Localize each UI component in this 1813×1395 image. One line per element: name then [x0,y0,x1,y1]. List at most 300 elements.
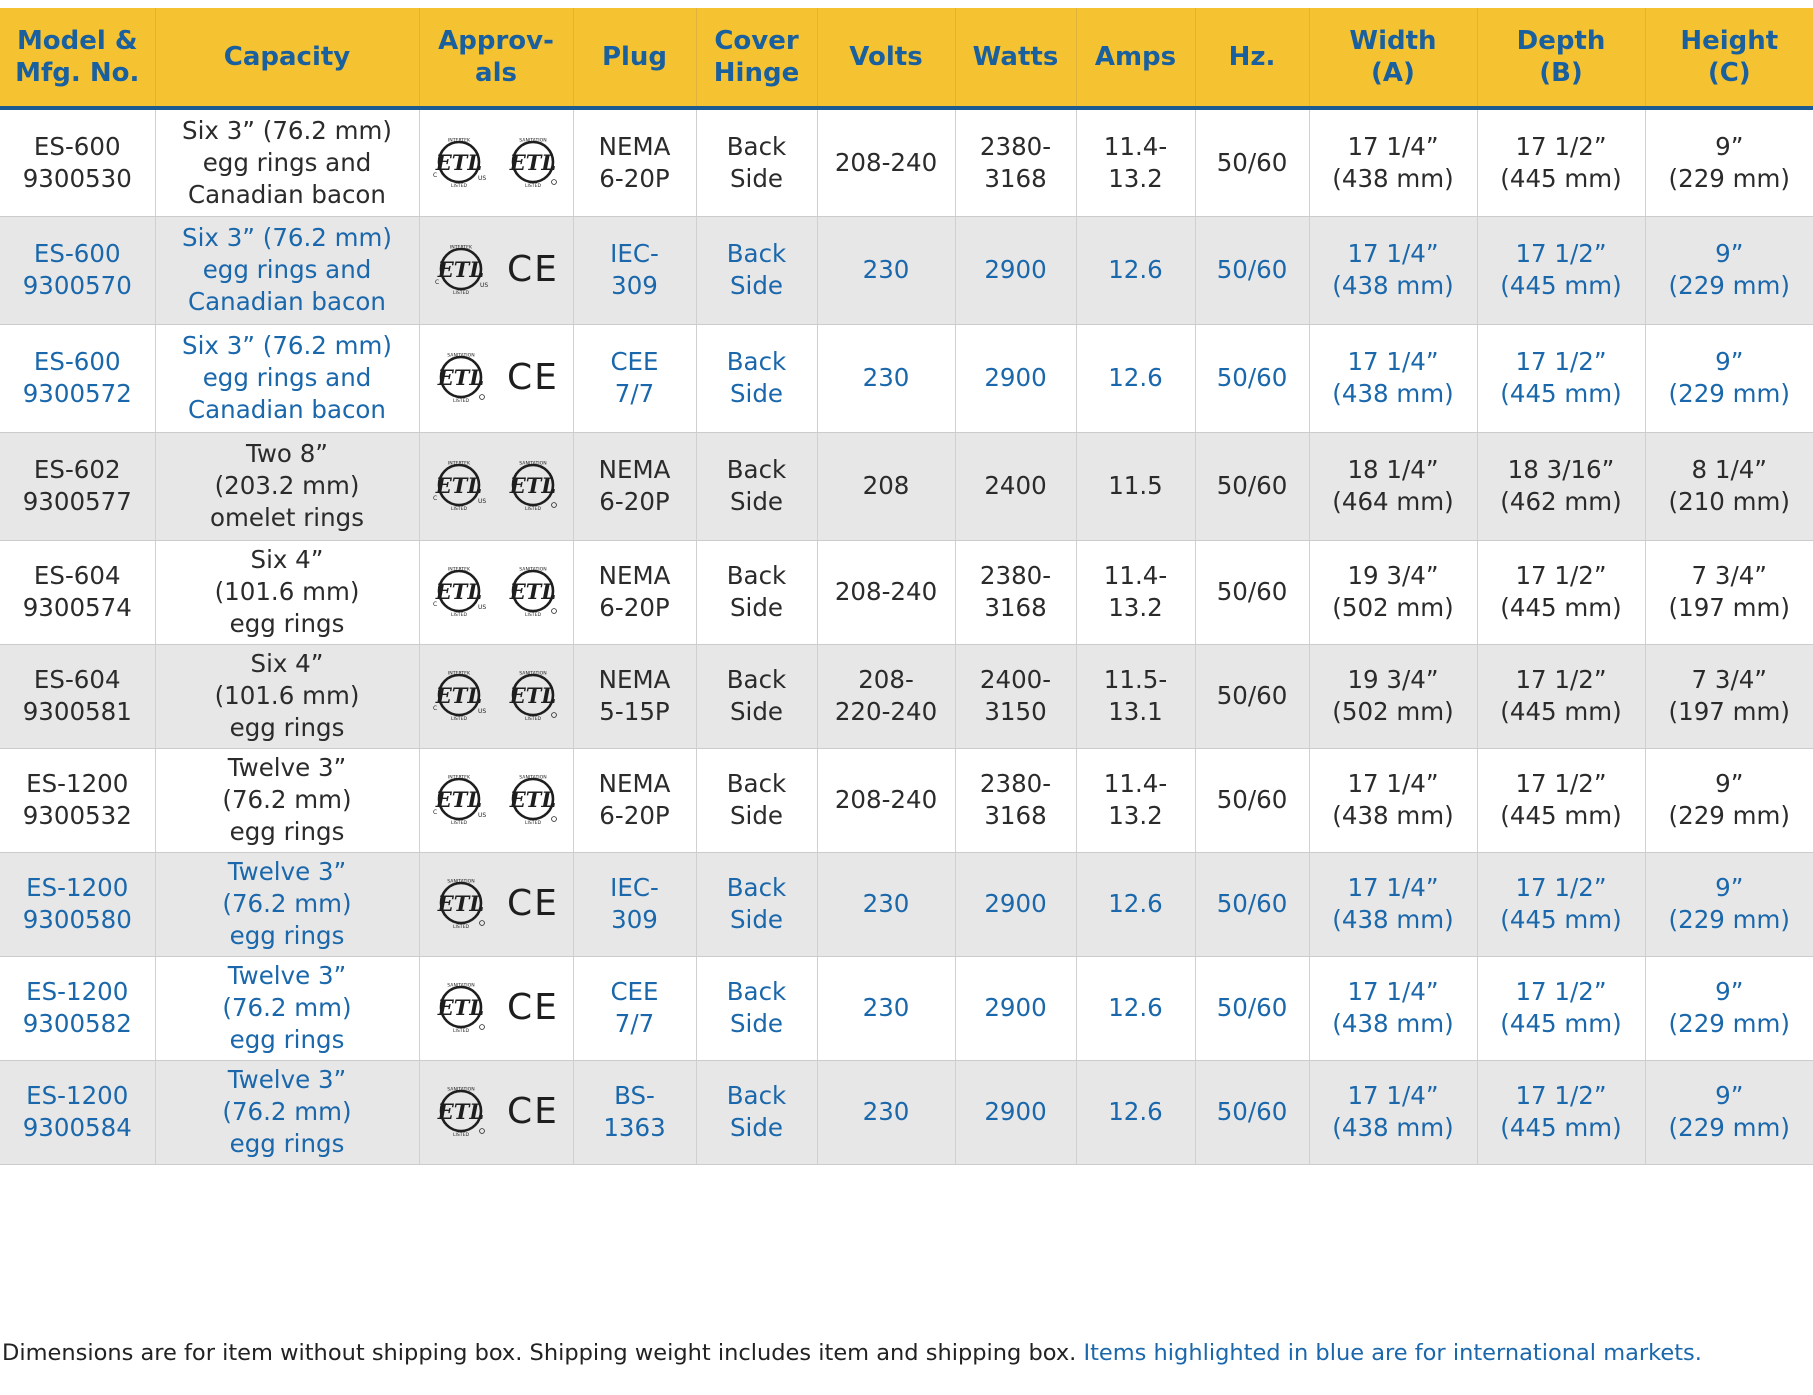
cell-line: 17 1/4” [1347,873,1439,902]
watts-cell [955,956,1076,1060]
cell-line: Six 3” (76.2 mm) [182,331,392,360]
cell-line: 17 1/2” [1515,1081,1607,1110]
cell-line: 50/60 [1216,147,1288,177]
svg-text:LISTED: LISTED [453,1029,470,1034]
svg-text:US: US [480,282,489,289]
cell-line: (229 mm) [1668,801,1790,830]
svg-text:ETL: ETL [509,683,557,708]
etl-sanitation-icon [433,878,489,930]
cell-line: Hz. [1228,42,1276,72]
svg-text:LISTED: LISTED [524,717,542,722]
cell-line: 2380- [979,561,1052,590]
cell-line: 3168 [984,163,1047,193]
cell-line: 12.6 [1108,255,1163,284]
cover-hinge-cell [696,748,817,852]
ce-mark-icon: CE [507,249,559,290]
svg-text:SANITATION: SANITATION [447,1087,475,1093]
cell-line: IEC- [610,873,659,902]
svg-text:ETL: ETL [509,787,557,812]
width-cell [1309,852,1477,956]
cell-line: egg rings and [202,147,372,177]
cell-line: 2900 [984,993,1047,1022]
cover-hinge-cell [696,432,817,540]
cell-line: 230 [862,1097,910,1126]
ce-mark-icon: CE [507,357,559,398]
cell-line: 17 1/2” [1515,769,1607,798]
capacity-cell [155,748,419,852]
cell-line: (438 mm) [1332,379,1454,408]
plug-cell [573,644,696,748]
cell-line: (229 mm) [1668,163,1790,193]
watts-cell [955,748,1076,852]
cell-line: 50/60 [1216,471,1288,500]
width-cell [1309,1060,1477,1164]
cover-hinge-cell [696,216,817,324]
cell-line: 230 [862,993,910,1022]
model-cell [0,1060,155,1164]
amps-cell [1076,1060,1195,1164]
svg-text:INTERTEK: INTERTEK [447,567,471,573]
width-cell [1309,540,1477,644]
height-cell [1645,216,1813,324]
volts-cell [817,324,955,432]
svg-text:LISTED: LISTED [453,925,470,930]
cell-line: 9300572 [22,379,132,408]
volts-cell [817,108,955,216]
cell-line: Six 4” [250,545,324,574]
cell-line: 309 [611,271,658,300]
cell-line: Side [730,697,783,726]
cell-line: ES-1200 [26,873,129,902]
cover-hinge-cell [696,540,817,644]
svg-text:LISTED: LISTED [450,507,468,512]
cell-line: 17 1/2” [1515,131,1607,161]
cell-line: Side [730,487,783,516]
cell-line: 7 3/4” [1691,665,1767,694]
cell-line: 19 3/4” [1347,561,1439,590]
capacity-cell [155,108,419,216]
cell-line: 2900 [984,363,1047,392]
cell-line: Six 3” (76.2 mm) [182,115,392,145]
cell-line: Canadian bacon [188,179,386,209]
cell-line: 2900 [984,889,1047,918]
cell-line: egg rings [229,713,345,742]
cell-line: omelet rings [210,503,364,532]
hz-cell [1195,432,1309,540]
amps-cell [1076,644,1195,748]
cell-line: (101.6 mm) [214,577,360,606]
table-body [0,108,1813,1164]
cell-line: egg rings [229,1129,345,1158]
cell-line: 230 [862,255,910,284]
ce-mark-icon: CE [507,883,559,924]
depth-cell [1477,216,1645,324]
etl-sanitation-icon [433,352,489,404]
footnote-highlight: Items highlighted in blue are for international markets. [1083,1340,1702,1366]
cell-line: 208- [858,665,914,694]
cell-line: Side [730,593,783,622]
cell-line: (438 mm) [1332,271,1454,300]
cell-line: (229 mm) [1668,379,1790,408]
model-cell [0,956,155,1060]
plug-cell [573,852,696,956]
cell-line: Side [730,1113,783,1142]
cell-line: egg rings and [202,363,372,392]
cell-line: ES-602 [33,455,121,484]
cell-line: 9” [1715,873,1744,902]
cell-line: 19 3/4” [1347,665,1439,694]
cell-line: (445 mm) [1500,697,1622,726]
cell-line: 17 1/2” [1515,561,1607,590]
cell-line: 2400- [979,665,1052,694]
cell-line: (438 mm) [1332,163,1454,193]
cell-line: Back [726,347,787,376]
cell-line: BS- [614,1081,655,1110]
cell-line: Six 4” [250,649,324,678]
cell-line: 13.2 [1108,163,1163,193]
volts-cell [817,540,955,644]
cell-line: 17 1/2” [1515,665,1607,694]
height-cell [1645,108,1813,216]
model-cell [0,644,155,748]
cell-line: Watts [972,42,1059,72]
cell-line: 9” [1715,977,1744,1006]
cover-hinge-cell [696,852,817,956]
cell-line: IEC- [610,239,659,268]
cell-line: 17 1/4” [1347,977,1439,1006]
svg-text:ETL: ETL [437,1099,485,1124]
cell-line: 9300580 [22,905,132,934]
cell-line: (76.2 mm) [222,889,352,918]
cell-line: Twelve 3” [227,753,347,782]
hz-cell [1195,324,1309,432]
cell-line: 208-240 [834,147,938,177]
model-cell [0,748,155,852]
cell-line: egg rings and [202,255,372,284]
hz-cell [1195,956,1309,1060]
table-row [0,108,1813,216]
table-row [0,956,1813,1060]
cell-line: 6-20P [599,487,670,516]
cell-line: (203.2 mm) [214,471,360,500]
cell-line: 3150 [984,697,1047,726]
cell-line: 2900 [984,255,1047,284]
cell-line: (502 mm) [1332,593,1454,622]
cell-line: ES-1200 [26,1081,129,1110]
amps-cell [1076,748,1195,852]
cell-line: 9300577 [22,487,132,516]
cell-line: Twelve 3” [227,961,347,990]
svg-text:LISTED: LISTED [524,613,542,618]
svg-text:LISTED: LISTED [450,613,468,618]
cell-line: 309 [611,905,658,934]
cell-line: 13.2 [1108,801,1163,830]
cell-line: (210 mm) [1668,487,1790,516]
cell-line: ES-600 [33,347,121,376]
cell-line: 208-240 [834,577,938,606]
table-header-row [0,8,1813,108]
cell-line: 9300570 [22,271,132,300]
header-cover-hinge [696,8,817,108]
volts-cell [817,748,955,852]
depth-cell [1477,852,1645,956]
ce-mark-icon: CE [507,987,559,1028]
hz-cell [1195,540,1309,644]
volts-cell [817,1060,955,1164]
height-cell [1645,1060,1813,1164]
capacity-cell [155,852,419,956]
approval-marks [424,982,569,1034]
svg-text:SANITATION: SANITATION [447,353,475,359]
approval-marks [424,670,569,722]
height-cell [1645,852,1813,956]
cell-line: 9” [1715,769,1744,798]
cell-line: Back [726,665,787,694]
cell-line: 17 1/4” [1347,239,1439,268]
height-cell [1645,324,1813,432]
svg-text:LISTED: LISTED [450,821,468,826]
cell-line: 18 1/4” [1347,455,1439,484]
amps-cell [1076,324,1195,432]
plug-cell [573,324,696,432]
volts-cell [817,644,955,748]
cell-line: 11.4- [1103,131,1168,161]
approval-marks [424,774,569,826]
header-approvals [419,8,573,108]
cell-line: (76.2 mm) [222,1097,352,1126]
cell-line: 50/60 [1216,785,1288,814]
cell-line: (229 mm) [1668,1009,1790,1038]
svg-text:INTERTEK: INTERTEK [447,775,471,781]
cell-line: NEMA [598,665,671,694]
cell-line: 8 1/4” [1691,455,1767,484]
svg-text:C: C [435,279,440,286]
cell-line: Model & [16,26,138,56]
svg-text:ETL: ETL [435,787,483,812]
cell-line: 9300582 [22,1009,132,1038]
cell-line: (445 mm) [1500,1113,1622,1142]
svg-text:ETL: ETL [437,257,485,282]
svg-text:SANITATION: SANITATION [519,775,547,781]
cell-line: 2380- [979,131,1052,161]
plug-cell [573,216,696,324]
height-cell [1645,644,1813,748]
cell-line: Side [730,271,783,300]
approval-marks [424,244,569,296]
svg-text:ETL: ETL [509,473,557,498]
capacity-cell [155,216,419,324]
cell-line: egg rings [229,1025,345,1054]
svg-text:ETL: ETL [435,683,483,708]
cell-line: 50/60 [1216,993,1288,1022]
cell-line: (502 mm) [1332,697,1454,726]
cell-line: 220-240 [834,697,938,726]
svg-text:US: US [478,708,487,715]
cell-line: egg rings [229,921,345,950]
cell-line: 5-15P [599,697,670,726]
cell-line: Back [726,131,787,161]
depth-cell [1477,1060,1645,1164]
cell-line: (A) [1371,58,1415,88]
cell-line: 13.2 [1108,593,1163,622]
header-depth [1477,8,1645,108]
cover-hinge-cell [696,644,817,748]
watts-cell [955,216,1076,324]
cell-line: 9” [1715,239,1744,268]
watts-cell [955,540,1076,644]
cell-line: 2400 [984,471,1047,500]
svg-text:ETL: ETL [509,149,557,175]
cell-line: Back [726,769,787,798]
amps-cell [1076,216,1195,324]
height-cell [1645,540,1813,644]
cell-line: (C) [1707,58,1751,88]
cell-line: 17 1/2” [1515,239,1607,268]
header-hz [1195,8,1309,108]
cell-line: Side [730,163,783,193]
cell-line: Back [726,561,787,590]
cell-line: Side [730,905,783,934]
cell-line: Back [726,977,787,1006]
cell-line: (B) [1539,58,1583,88]
cell-line: ES-600 [33,131,121,161]
cell-line: (445 mm) [1500,1009,1622,1038]
cell-line: (76.2 mm) [222,785,352,814]
header-height [1645,8,1813,108]
capacity-cell [155,956,419,1060]
cover-hinge-cell [696,1060,817,1164]
approvals-cell [419,852,573,956]
cell-line: ES-600 [33,239,121,268]
cell-line: (445 mm) [1500,801,1622,830]
cell-line: (445 mm) [1500,271,1622,300]
cell-line: 17 1/2” [1515,873,1607,902]
etl-sanitation-icon [505,670,561,722]
cell-line: 9” [1715,131,1744,161]
cell-line: (445 mm) [1500,593,1622,622]
cell-line: Approv- [438,26,554,56]
svg-text:ETL: ETL [435,149,483,175]
cell-line: 6-20P [599,801,670,830]
svg-text:LISTED: LISTED [450,717,468,722]
cell-line: 9300530 [22,163,132,193]
amps-cell [1076,432,1195,540]
approval-marks [424,878,569,930]
table-row [0,216,1813,324]
model-cell [0,540,155,644]
table-row [0,1060,1813,1164]
cell-line: ES-1200 [26,977,129,1006]
hz-cell [1195,216,1309,324]
cell-line: 2900 [984,1097,1047,1126]
plug-cell [573,540,696,644]
cell-line: 50/60 [1216,889,1288,918]
cell-line: 9” [1715,347,1744,376]
cell-line: (438 mm) [1332,1009,1454,1038]
cell-line: 1363 [603,1113,666,1142]
cell-line: 17 1/4” [1347,1081,1439,1110]
svg-text:ETL: ETL [435,473,483,498]
cell-line: NEMA [598,769,671,798]
approvals-cell [419,108,573,216]
ce-mark-icon: CE [507,1091,559,1132]
approvals-cell [419,324,573,432]
etl-intertek-icon [431,774,487,826]
cell-line: 50/60 [1216,255,1288,284]
etl-intertek-icon [431,670,487,722]
height-cell [1645,748,1813,852]
footnote-text: Dimensions are for item without shipping box. Shipping weight includes item and shipping box. [2,1340,1077,1366]
approvals-cell [419,540,573,644]
cell-line: (197 mm) [1668,593,1790,622]
cell-line: Width [1349,26,1437,56]
cell-line: 13.1 [1108,697,1163,726]
depth-cell [1477,432,1645,540]
cell-line: Canadian bacon [188,287,386,316]
cell-line: 12.6 [1108,363,1163,392]
approval-marks [424,1086,569,1138]
cell-line: 208-240 [834,785,938,814]
cell-line: Canadian bacon [188,395,386,424]
plug-cell [573,748,696,852]
header-width [1309,8,1477,108]
svg-text:SANITATION: SANITATION [447,879,475,885]
cell-line: (462 mm) [1500,487,1622,516]
volts-cell [817,432,955,540]
svg-text:ETL: ETL [509,579,557,604]
approvals-cell [419,956,573,1060]
depth-cell [1477,748,1645,852]
cell-line: 17 1/4” [1347,347,1439,376]
cell-line: NEMA [598,455,671,484]
model-cell [0,108,155,216]
width-cell [1309,216,1477,324]
table-row [0,324,1813,432]
volts-cell [817,216,955,324]
cell-line: Six 3” (76.2 mm) [182,223,392,252]
svg-text:ETL: ETL [437,891,485,916]
cell-line: NEMA [598,561,671,590]
svg-text:C: C [433,705,438,712]
cell-line: CEE [610,347,659,376]
cell-line: 208 [862,471,910,500]
svg-text:ETL: ETL [435,579,483,604]
plug-cell [573,432,696,540]
svg-text:C: C [433,809,438,816]
cell-line: egg rings [229,609,345,638]
plug-cell [573,108,696,216]
svg-text:SANITATION: SANITATION [519,567,547,573]
cell-line: ES-1200 [26,769,129,798]
cell-line: ES-604 [33,561,121,590]
depth-cell [1477,108,1645,216]
cell-line: (229 mm) [1668,905,1790,934]
watts-cell [955,1060,1076,1164]
model-cell [0,216,155,324]
capacity-cell [155,324,419,432]
cell-line: Depth [1516,26,1606,56]
hz-cell [1195,108,1309,216]
approval-marks [424,566,569,618]
cell-line: Cover [714,26,799,56]
header-plug [573,8,696,108]
watts-cell [955,852,1076,956]
cell-line: (101.6 mm) [214,681,360,710]
svg-text:INTERTEK: INTERTEK [450,245,473,251]
amps-cell [1076,852,1195,956]
hz-cell [1195,748,1309,852]
svg-text:ETL: ETL [437,365,485,390]
